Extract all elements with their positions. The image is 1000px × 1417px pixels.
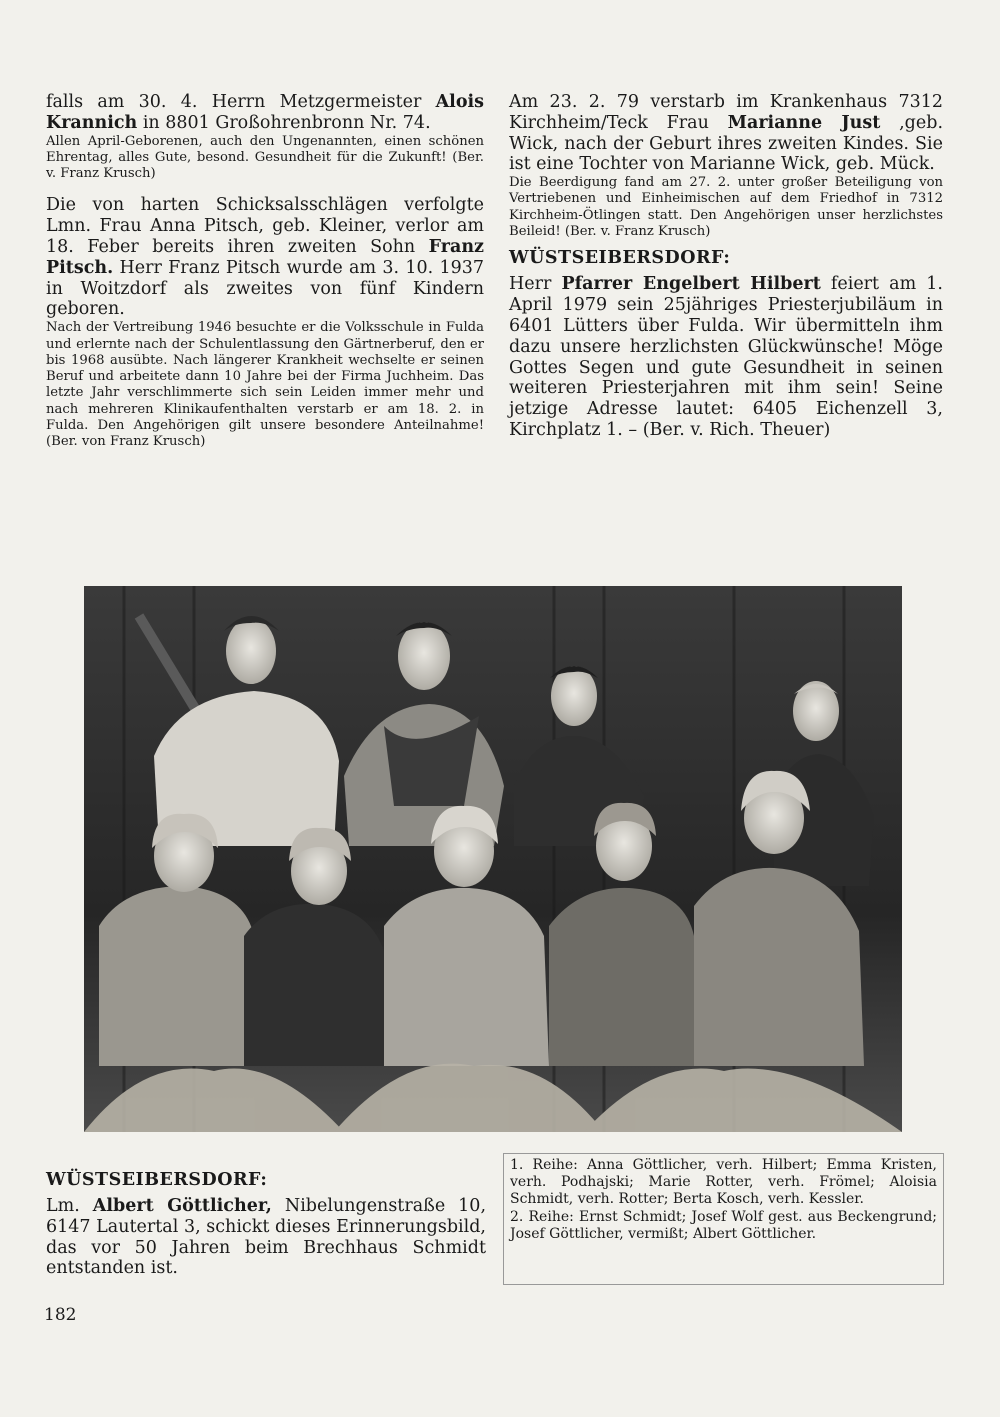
right-column: [509, 92, 943, 441]
name-alois-krannich: Alois Krannich: [46, 92, 484, 133]
left-paragraph-1-detail: Allen April-Geborenen, auch den Ungenannten, einen schönen Ehrentag, alles Gute, besond. Gesundheit für die Zukunft! (Ber. v. Franz Krusch): [46, 133, 484, 182]
right-paragraph-1-detail: Die Beerdigung fand am 27. 2. unter großer Beteiligung von Vertriebenen und Einheimischen auf dem Friedhof in 7312 Kirchheim-Ötlingen statt. Den Angehörigen unser herzlichstes Beileid! (Ber. v. Franz Krusch): [509, 175, 943, 240]
name-albert-goettlicher: Albert Göttlicher,: [92, 1196, 272, 1216]
left-paragraph-2: Die von harten Schicksalsschlägen verfolgte Lmn. Frau Anna Pitsch, geb. Kleiner, verlor am 18. Feber bereits ihren zweiten Sohn Franz Pitsch. Herr Franz Pitsch wurde am 3. 10. 1937 in Woitzdorf als zweites von fünf Kindern geboren.: [46, 195, 484, 320]
caption-row-1: 1. Reihe: Anna Göttlicher, verh. Hilbert; Emma Kristen, verh. Podhajski; Marie Rotter, verh. Frömel; Aloisia Schmidt, verh. Rotter; Berta Kosch, verh. Kessler.: [510, 1157, 937, 1208]
flax-bundles: [84, 1064, 902, 1132]
section-heading-wuestseibersdorf: WÜSTSEIBERSDORF:: [509, 248, 731, 269]
left-paragraph-1: falls am 30. 4. Herrn Metzgermeister Alois Krannich in 8801 Großohrenbronn Nr. 74.: [46, 92, 484, 133]
group-photograph: [84, 586, 902, 1132]
name-franz-pitsch: Franz Pitsch.: [46, 237, 484, 278]
right-paragraph-2: Herr Pfarrer Engelbert Hilbert feiert am 1. April 1979 sein 25jähriges Priesterjubiläum in 6401 Lütters über Fulda. Wir übermitteln ihm dazu unsere herzlichsten Glückwünsche! Möge Gottes Segen und gute Gesundheit in seinen weiteren Priesterjahren mit ihm sein! Seine jetzige Adresse lautet: 6405 Eichenzell 3, Kirchplatz 1. – (Ber. v. Rich. Theuer): [509, 274, 943, 440]
photo-caption: [503, 1153, 944, 1285]
left-column: [46, 92, 484, 451]
left-paragraph-2-detail: Nach der Vertreibung 1946 besuchte er die Volksschule in Fulda und erlernte nach der Schulentlassung den Gärtnerberuf, den er bis 1968 ausübte. Nach längerer Krankheit wechselte er seinen Beruf und arbeitete dann 10 Jahre bei der Firma Juchheim. Das letzte Jahr verschlimmerte sich sein Leiden immer mehr und nach mehreren Klinikaufenthalten verstarb er am 18. 2. in Fulda. Den Angehörigen gilt unsere besondere Anteilnahme! (Ber. von Franz Krusch): [46, 320, 484, 450]
page-number: 182: [44, 1305, 77, 1325]
bottom-heading-wuestseibersdorf: WÜSTSEIBERSDORF:: [46, 1170, 268, 1190]
photo-illustration: [84, 586, 902, 1132]
caption-row-2: 2. Reihe: Ernst Schmidt; Josef Wolf gest. aus Beckengrund; Josef Göttlicher, vermißt; Albert Göttlicher.: [510, 1208, 937, 1242]
name-engelbert-hilbert: Pfarrer Engelbert Hilbert: [561, 274, 821, 295]
right-paragraph-1: Am 23. 2. 79 verstarb im Krankenhaus 7312 Kirchheim/Teck Frau Marianne Just ,geb. Wick, nach der Geburt ihres zweiten Kindes. Sie ist eine Tochter von Marianne Wick, geb. Mück.: [509, 92, 944, 175]
name-marianne-just: Marianne Just: [727, 112, 881, 133]
bottom-paragraph: Lm. Albert Göttlicher, Nibelungenstraße 10, 6147 Lautertal 3, schickt dieses Erinnerungsbild, das vor 50 Jahren beim Brechhaus Schmidt entstanden ist.: [46, 1196, 487, 1279]
bottom-left-article: [46, 1170, 486, 1279]
